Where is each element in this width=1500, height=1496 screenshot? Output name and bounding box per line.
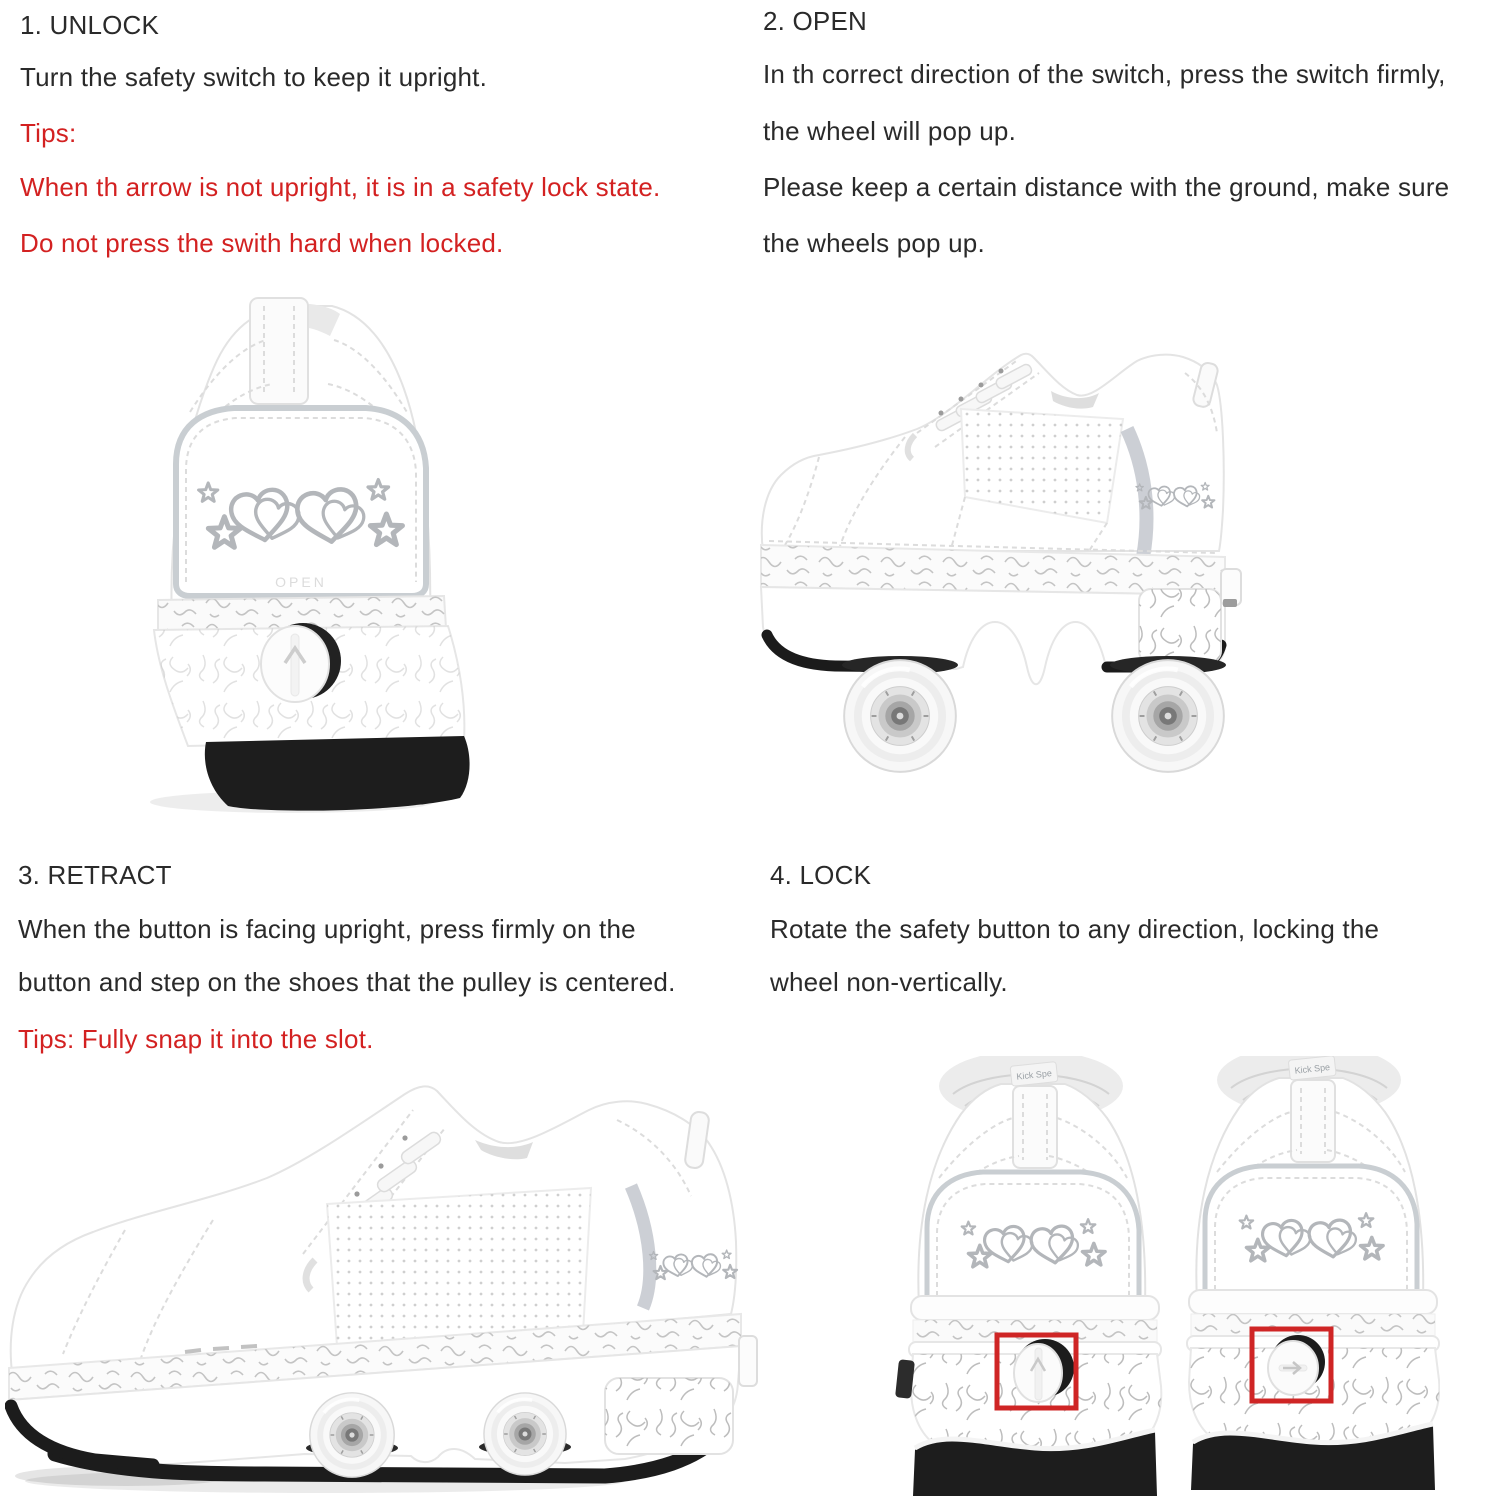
rear-wheel-icon — [484, 1393, 566, 1475]
heel-glitter-panel — [605, 1378, 733, 1454]
tongue-tag — [1010, 1062, 1058, 1087]
step2-line: In th correct direction of the switch, press the switch firmly, — [763, 59, 1446, 89]
side-latch-tab — [739, 1336, 757, 1386]
front-wheel-icon — [310, 1393, 394, 1477]
step2-photo-wheels-extended — [755, 345, 1255, 780]
sole-glitter-band — [913, 1320, 1157, 1344]
step1-tip-line: Do not press the swith hard when locked. — [20, 228, 504, 258]
step4-line: wheel non-vertically. — [770, 967, 1008, 997]
step1-tips-label: Tips: — [20, 118, 77, 148]
step3-line: button and step on the shoes that the pulley is centered. — [18, 967, 676, 997]
step3-line: When the button is facing upright, press firmly on the — [18, 914, 636, 944]
svg-text:Kick Spe: Kick Spe — [1015, 1068, 1053, 1082]
step2-line: the wheel will pop up. — [763, 116, 1016, 146]
shoe-heel-back-view — [909, 1056, 1161, 1496]
step3-title: 3. RETRACT — [18, 860, 172, 890]
step1-line: Turn the safety switch to keep it upright. — [20, 62, 487, 92]
step4-title: 4. LOCK — [770, 860, 872, 890]
step4-line: Rotate the safety button to any direction, locking the — [770, 914, 1380, 944]
black-outsole — [205, 736, 470, 811]
step2-line: the wheels pop up. — [763, 228, 985, 258]
step3-photo-wheels-retracted — [5, 1082, 765, 1494]
step2-title: 2. OPEN — [763, 6, 867, 36]
rear-wheel-icon — [1112, 660, 1224, 772]
shoe-side-view-extended — [761, 354, 1241, 772]
sole-embossed-text: OPEN — [275, 574, 327, 590]
tongue-tag — [1288, 1056, 1336, 1080]
heel-glitter-panel — [1139, 589, 1221, 663]
svg-text:Kick Spe: Kick Spe — [1294, 1062, 1331, 1076]
step1-tip-line: When th arrow is not upright, it is in a safety lock state. — [20, 172, 661, 202]
step3-tip-line: Tips: Fully snap it into the slot. — [18, 1024, 374, 1054]
front-wheel-icon — [844, 660, 956, 772]
step1-photo-heel-back-view — [142, 282, 482, 817]
platform-collar-band — [911, 1296, 1159, 1320]
shoe-side-view-retracted — [9, 1086, 757, 1477]
step2-line: Please keep a certain distance with the ground, make sure — [763, 172, 1450, 202]
step4-photo-button-highlight — [885, 1056, 1440, 1496]
shoe-heel-back-view — [154, 298, 470, 811]
step1-title: 1. UNLOCK — [20, 10, 160, 40]
